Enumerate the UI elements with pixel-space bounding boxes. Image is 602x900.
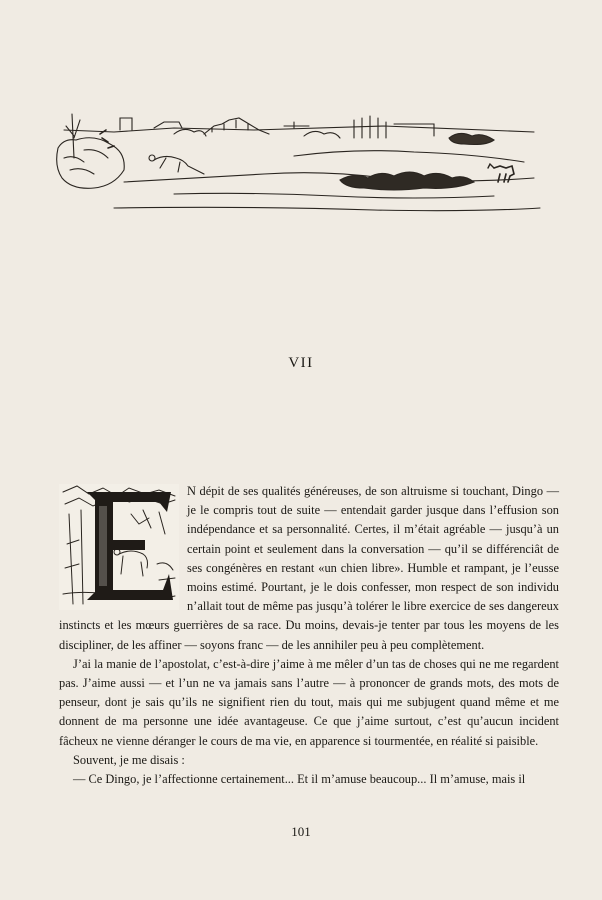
chapter-number: VII [288,355,314,371]
paragraph-1 [59,482,559,655]
page-number: 101 [291,824,311,839]
paragraph-2: J’ai la manie de l’apostolat, c’est-à-dire j’aime à me mêler d’un tas de choses qui ne me regardent pas. J’aime aussi — et l’un ne va jamais sans l’autre — à prononcer de grands mots, des mots de penseur, dont je sais qu’ils ne signifient rien du tout, mais qui me subjugent quand même et me donnent de ma personne une idée avantageuse. Ce que j’aime surtout, c’est qu’aucun incident fâcheux ne vienne déranger le cours de ma vie, en apparence si tourmentée, en réalité si paisible. [59,656,559,748]
paragraph-1-text: N dépit de ses qualités généreuses, de son altruisme si touchant, Dingo — je le compris tout de suite — entendait garder jusque dans l’effusion son indépendance et sa personnalité. Certes, il m’était agréable — jusqu’à un certain point et seulement dans la conversation — qu’il se différenciât de ses congénères en restant «un chien libre». Humble et rampant, je l’eusse moins estimé. Pourtant, je le dois confesser, mon respect de son individu n’allait tout de même pas jusqu’à tolérer le libre exercice de ses dangereux instincts et les mœurs guerrières de sa race. Du moins, devais-je tenter par tous les moyens de les discipliner, de les affiner — soyons franc — de les annihiler peu à peu complètement. [59,484,559,652]
header-illustration [54,108,544,216]
paragraph-4: — Ce Dingo, je l’affectionne certainement... Et il m’amuse beaucoup... Il m’amuse, mais il [73,772,526,787]
dropcap-illustration [59,484,179,610]
chapter-text [59,482,559,789]
paragraph-3: Souvent, je me disais : [73,752,185,767]
